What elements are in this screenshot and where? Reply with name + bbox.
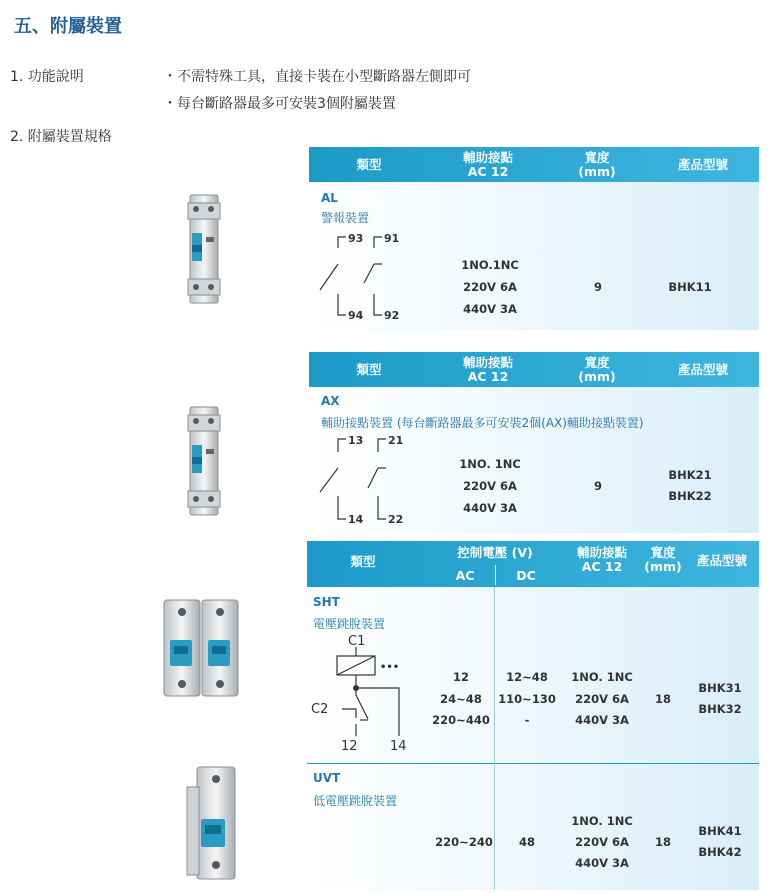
ax-model-2: BHK22 bbox=[668, 489, 712, 503]
uvt-contact-type: 1NO. 1NC bbox=[571, 814, 633, 828]
header-width-line2: (mm) bbox=[644, 559, 682, 574]
ax-term-22: 22 bbox=[388, 513, 404, 526]
bullet-1: ・不需特殊工具，直接卡裝在小型斷路器左側即可 bbox=[163, 69, 471, 85]
header-type: 類型 bbox=[350, 554, 376, 569]
uvt-contact-rating-220: 220V 6A bbox=[575, 835, 629, 849]
sht-name: 電壓跳脫裝置 bbox=[313, 617, 386, 631]
sht-dc-2: 110~130 bbox=[498, 692, 556, 706]
header-aux-line1: 輔助接點 bbox=[462, 355, 513, 370]
header-ac: AC bbox=[455, 568, 475, 583]
uvt-dc: 48 bbox=[518, 835, 535, 849]
sht-model-2: BHK32 bbox=[698, 702, 742, 716]
ax-term-14: 14 bbox=[348, 513, 364, 526]
bullet-2: ・每台斷路器最多可安裝3個附屬裝置 bbox=[163, 96, 396, 112]
al-code: AL bbox=[321, 191, 338, 205]
header-width-line1: 寬度 bbox=[650, 545, 676, 560]
ax-device-image bbox=[182, 405, 226, 517]
sht-dc-3: - bbox=[524, 713, 530, 727]
header-aux-line2: AC 12 bbox=[467, 164, 509, 179]
uvt-width: 18 bbox=[654, 835, 671, 849]
ax-contact-rating-440: 440V 3A bbox=[463, 501, 517, 515]
sht-term-14: 14 bbox=[390, 739, 407, 754]
ax-contact-rating-220: 220V 6A bbox=[463, 479, 517, 493]
al-contact-rating-220: 220V 6A bbox=[463, 280, 517, 294]
section-1-label: 1. 功能說明 bbox=[10, 69, 84, 85]
sht-code: SHT bbox=[313, 595, 340, 609]
header-aux-line2: AC 12 bbox=[581, 559, 623, 574]
al-name: 警報裝置 bbox=[321, 211, 370, 225]
ax-header-bar bbox=[309, 352, 759, 387]
header-aux-line1: 輔助接點 bbox=[462, 150, 513, 165]
al-term-94: 94 bbox=[348, 309, 364, 322]
header-width-line1: 寬度 bbox=[584, 355, 610, 370]
uvt-code: UVT bbox=[313, 771, 341, 785]
sht-term-c2: C2 bbox=[311, 702, 329, 717]
al-width: 9 bbox=[593, 280, 602, 294]
header-aux-line1: 輔助接點 bbox=[576, 545, 627, 560]
header-dc: DC bbox=[516, 568, 536, 583]
section-2-label: 2. 附屬裝置規格 bbox=[10, 129, 112, 145]
sht-model-1: BHK31 bbox=[698, 681, 742, 695]
sht-contact-rating-440: 440V 3A bbox=[575, 713, 629, 727]
sht-contact-type: 1NO. 1NC bbox=[571, 670, 633, 684]
uvt-model-1: BHK41 bbox=[698, 824, 742, 838]
al-term-91: 91 bbox=[384, 232, 400, 245]
header-type: 類型 bbox=[356, 157, 382, 172]
header-model: 產品型號 bbox=[696, 553, 747, 568]
sht-ac-2: 24~48 bbox=[440, 692, 482, 706]
header-model: 產品型號 bbox=[677, 157, 728, 172]
ax-model-1: BHK21 bbox=[668, 468, 712, 482]
al-contact-rating-440: 440V 3A bbox=[463, 302, 517, 316]
sht-dots: ••• bbox=[380, 662, 400, 673]
sht-term-c1: C1 bbox=[348, 634, 366, 649]
header-aux-line2: AC 12 bbox=[467, 369, 509, 384]
sht-ac-1: 12 bbox=[452, 670, 469, 684]
ax-code: AX bbox=[321, 394, 340, 408]
sht-junction-dot bbox=[353, 685, 359, 691]
al-contact-diagram bbox=[318, 228, 418, 324]
sht-ac-3: 220~440 bbox=[432, 713, 490, 727]
sht-coil-diagram bbox=[308, 632, 418, 754]
sht-device-image bbox=[160, 596, 244, 700]
al-term-93: 93 bbox=[348, 232, 364, 245]
uvt-ac: 220~240 bbox=[435, 835, 493, 849]
header-width-line2: (mm) bbox=[578, 369, 616, 384]
ax-term-21: 21 bbox=[388, 434, 404, 447]
uvt-device-image bbox=[183, 765, 241, 883]
al-contact-type: 1NO.1NC bbox=[461, 258, 519, 272]
ax-name: 輔助接點裝置 (每台斷路器最多可安裝2個(AX)輔助接點裝置) bbox=[321, 416, 644, 430]
header-ac-dc-divider bbox=[495, 565, 496, 585]
header-width-line1: 寬度 bbox=[584, 150, 610, 165]
header-model: 產品型號 bbox=[677, 362, 728, 377]
header-type: 類型 bbox=[356, 362, 382, 377]
al-model: BHK11 bbox=[668, 280, 712, 294]
al-device-image bbox=[182, 193, 226, 305]
ax-width: 9 bbox=[593, 479, 602, 493]
uvt-model-2: BHK42 bbox=[698, 845, 742, 859]
ax-contact-type: 1NO. 1NC bbox=[459, 457, 521, 471]
uvt-contact-rating-440: 440V 3A bbox=[575, 856, 629, 870]
ax-term-13: 13 bbox=[348, 434, 364, 447]
sht-width: 18 bbox=[654, 692, 671, 706]
sht-term-12: 12 bbox=[341, 739, 358, 754]
al-header-bar bbox=[309, 147, 759, 182]
header-ctrl-voltage: 控制電壓 (V) bbox=[457, 545, 533, 560]
al-term-92: 92 bbox=[384, 309, 400, 322]
uvt-name: 低電壓跳脫裝置 bbox=[313, 794, 398, 808]
sht-contact-rating-220: 220V 6A bbox=[575, 692, 629, 706]
row-divider bbox=[307, 763, 759, 764]
sht-dc-1: 12~48 bbox=[506, 670, 548, 684]
header-width-line2: (mm) bbox=[578, 164, 616, 179]
sht-header-bar bbox=[307, 541, 759, 587]
ax-contact-diagram bbox=[318, 430, 418, 528]
page-title: 五、附屬裝置 bbox=[14, 16, 122, 37]
